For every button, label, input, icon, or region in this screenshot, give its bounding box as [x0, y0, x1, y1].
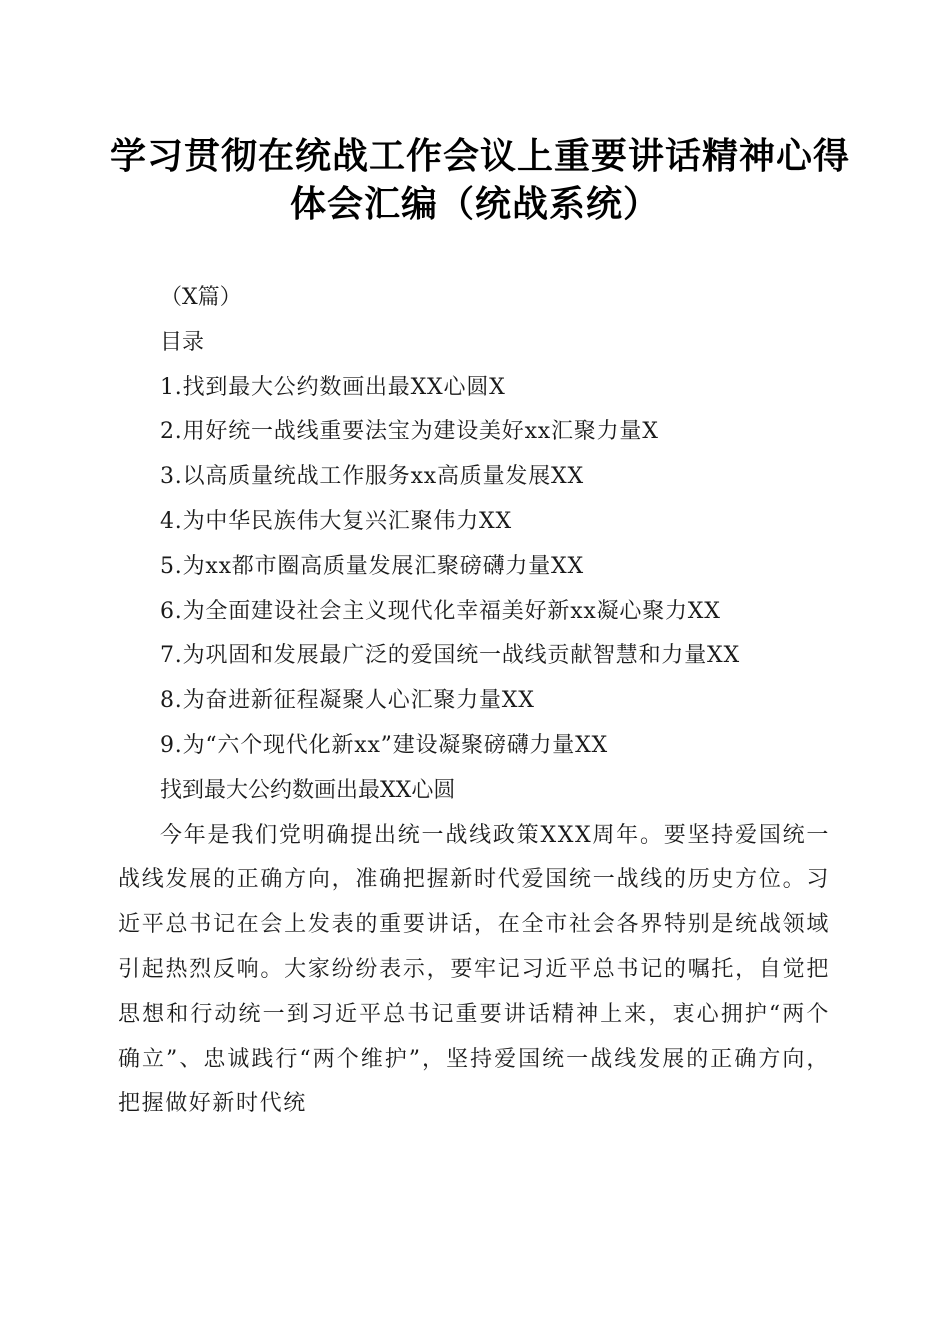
body-paragraph: 今年是我们党明确提出统一战线政策XXX周年。要坚持爱国统一战线发展的正确方向，准确把握新时代爱国统一战线的历史方位。习近平总书记在会上发表的重要讲话，在全市社会各界特别是统战领域引起热烈反响。大家纷纷表示，要牢记习近平总书记的嘱托，自觉把思想和行动统一到习近平总书记重要讲话精神上来，衷心拥护“两个确立”、忠诚践行“两个维护”，坚持爱国统一战线发展的正确方向，把握做好新时代统 — [118, 822, 830, 1117]
title-line-1: 学习贯彻在统战工作会议上重要讲话精神心得 — [110, 135, 851, 177]
toc-item: 4.为中华民族伟大复兴汇聚伟力XX — [160, 508, 512, 534]
toc-item: 6.为全面建设社会主义现代化幸福美好新xx凝心聚力XX — [160, 598, 721, 624]
section-heading: 找到最大公约数画出最XX心圆 — [160, 777, 456, 803]
count-note: （X篇） — [160, 285, 242, 310]
document-body — [118, 276, 830, 1127]
title-line-2: 体会汇编（统战系统） — [289, 183, 660, 225]
toc-item: 5.为xx都市圈高质量发展汇聚磅礴力量XX — [160, 553, 584, 579]
toc-item: 8.为奋进新征程凝聚人心汇聚力量XX — [160, 688, 535, 714]
document-title — [110, 132, 851, 228]
toc-heading: 目录 — [160, 329, 205, 355]
toc-item: 2.用好统一战线重要法宝为建设美好xx汇聚力量X — [160, 419, 659, 445]
toc-item: 1.找到最大公约数画出最XX心圆X — [160, 374, 506, 400]
table-of-contents — [118, 366, 830, 769]
toc-item: 3.以高质量统战工作服务xx高质量发展XX — [160, 464, 584, 490]
toc-item: 7.为巩固和发展最广泛的爱国统一战线贡献智慧和力量XX — [160, 643, 740, 669]
toc-item: 9.为“六个现代化新xx”建设凝聚磅礴力量XX — [160, 732, 609, 758]
